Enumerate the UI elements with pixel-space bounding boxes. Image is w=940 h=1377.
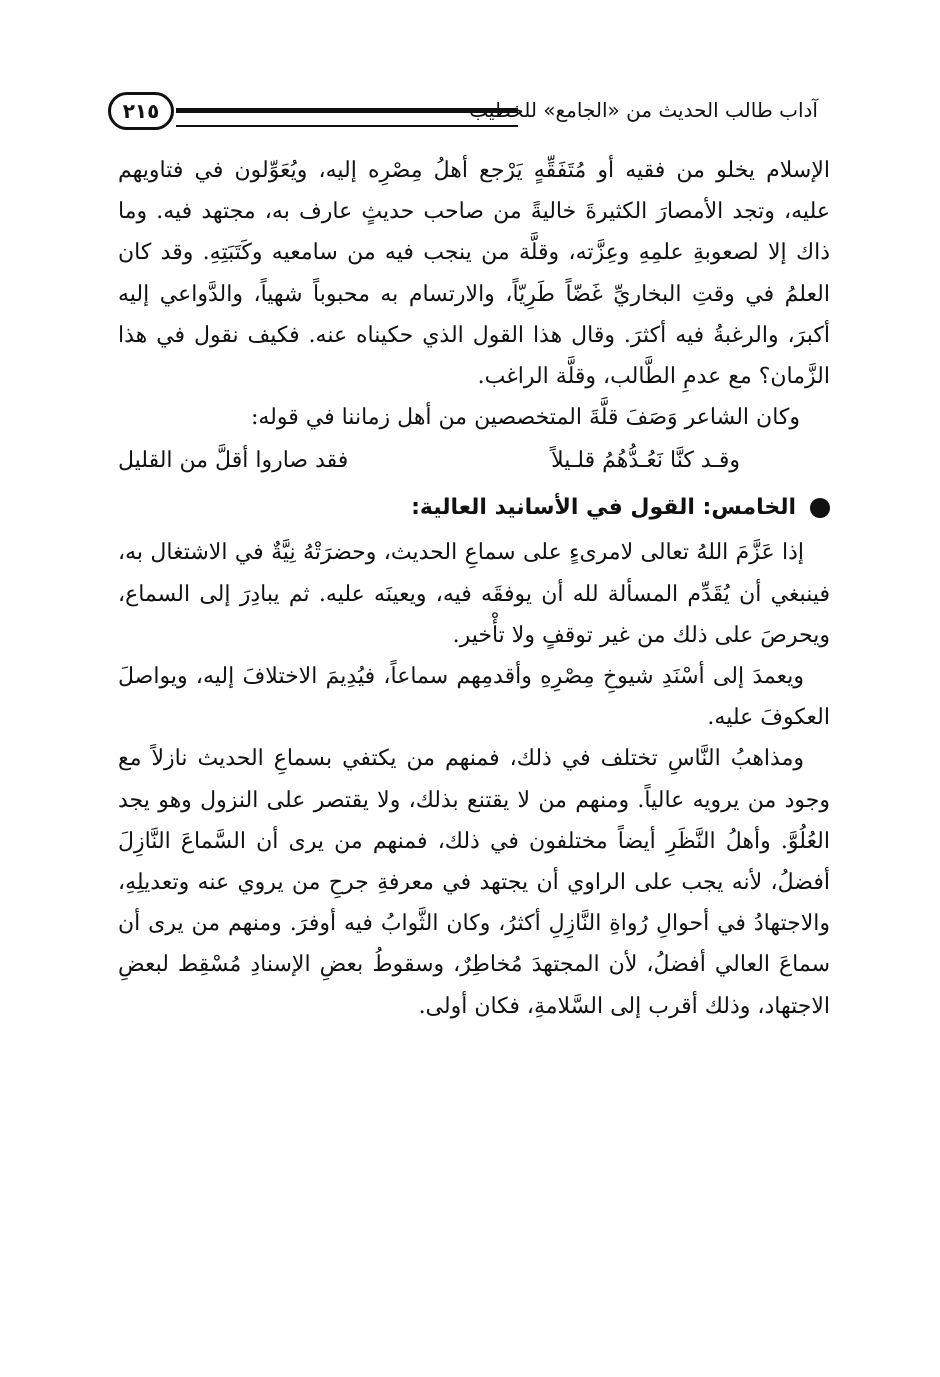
page-number: ٢١٥: [108, 92, 174, 130]
section-heading-text: الخامس: القول في الأسانيد العالية:: [411, 495, 796, 521]
bullet-icon: [810, 498, 830, 518]
page-body: [118, 150, 830, 1027]
paragraph: الإسلام يخلو من فقيه أو مُتَفَقِّهٍ يَرْجع أهلُ مِصْرِه إليه، ويُعَوِّلون في فتاويهم عليه، وتجد الأمصارَ الكثيرةَ خاليةً من صاحب حديثٍ عارف به، مجتهد فيه. وما ذاك إلا لصعوبةِ علمِهِ وعِزَّته، وقلَّة من ينجب فيه من سامعيه وكَتَبَتِهِ. وقد كان العلمُ في وقتِ البخاريِّ غَضّاً طَرِيّاً، والارتسام به محبوباً شهياً، والدَّواعي إليه أكبرَ، والرغبةُ فيه أكثرَ. وقال هذا القول الذي حكيناه عنه. فكيف نقول في هذا الزَّمان؟ مع عدمِ الطَّالب، وقلَّة الراغب.: [118, 158, 830, 390]
paragraph: ومذاهبُ النَّاسِ تختلف في ذلك، فمنهم من يكتفي بسماعِ الحديث نازلاً مع وجود من يرويه عالياً. ومنهم من لا يقتنع بذلك، ولا يقتصر على النزول وهو يجد العُلُوَّ. وأهلُ النَّظَرِ أيضاً مختلفون في ذلك، فمنهم من يرى أن السَّماعَ النَّازِلَ أفضلُ، لأنه يجب على الراوي أن يجتهد في معرفةِ جرحِ من يروي عنه وتعديلِهِ، والاجتهادُ في أحوالِ رُواةِ النَّازِلِ أكثرُ، وكان الثَّوابُ فيه أوفرَ. ومنهم من يرى أن سماعَ العالي أفضلُ، لأن المجتهدَ مُخاطِرٌ، وسقوطُ بعضِ الإسنادِ مُسْقِط لبعضِ الاجتهاد، وذلك أقرب إلى السَّلامةِ، فكان أولى.: [118, 746, 830, 1019]
paragraph: إذا عَزَّمَ اللهُ تعالى لامرىءٍ على سماعِ الحديث، وحضرَتْهُ نِيَّةٌ في الاشتغال به، فينبغي أن يُقَدِّم المسألة لله أن يوفقَه فيه، ويعينَه عليه. ثم يبادِرَ إلى السماع، ويحرصَ على ذلك من غير توقفٍ ولا تأْخير.: [118, 540, 830, 648]
verse-hemistich-second: فقد صاروا أقلَّ من القليل: [118, 448, 349, 474]
verse-hemistich-first: وقـد كنَّا نَعُـدُّهُمُ قلـيلاً: [551, 448, 740, 474]
header-rule: [176, 108, 518, 127]
poem-verse: [118, 438, 830, 484]
running-title: آداب طالب الحديث من «الجامع» للخطيب: [469, 98, 818, 122]
paragraph: ويعمدَ إلى أسْنَدِ شيوخِ مِصْرِهِ وأقدمِهم سماعاً، فيُدِيمَ الاختلافَ إليه، ويواصلَ العكوفَ عليه.: [118, 664, 830, 731]
section-heading: [118, 484, 830, 532]
running-header: [108, 92, 818, 136]
verse-intro: وكان الشاعر وَصَفَ قلَّةَ المتخصصين من أهل زماننا في قوله:: [250, 405, 800, 431]
